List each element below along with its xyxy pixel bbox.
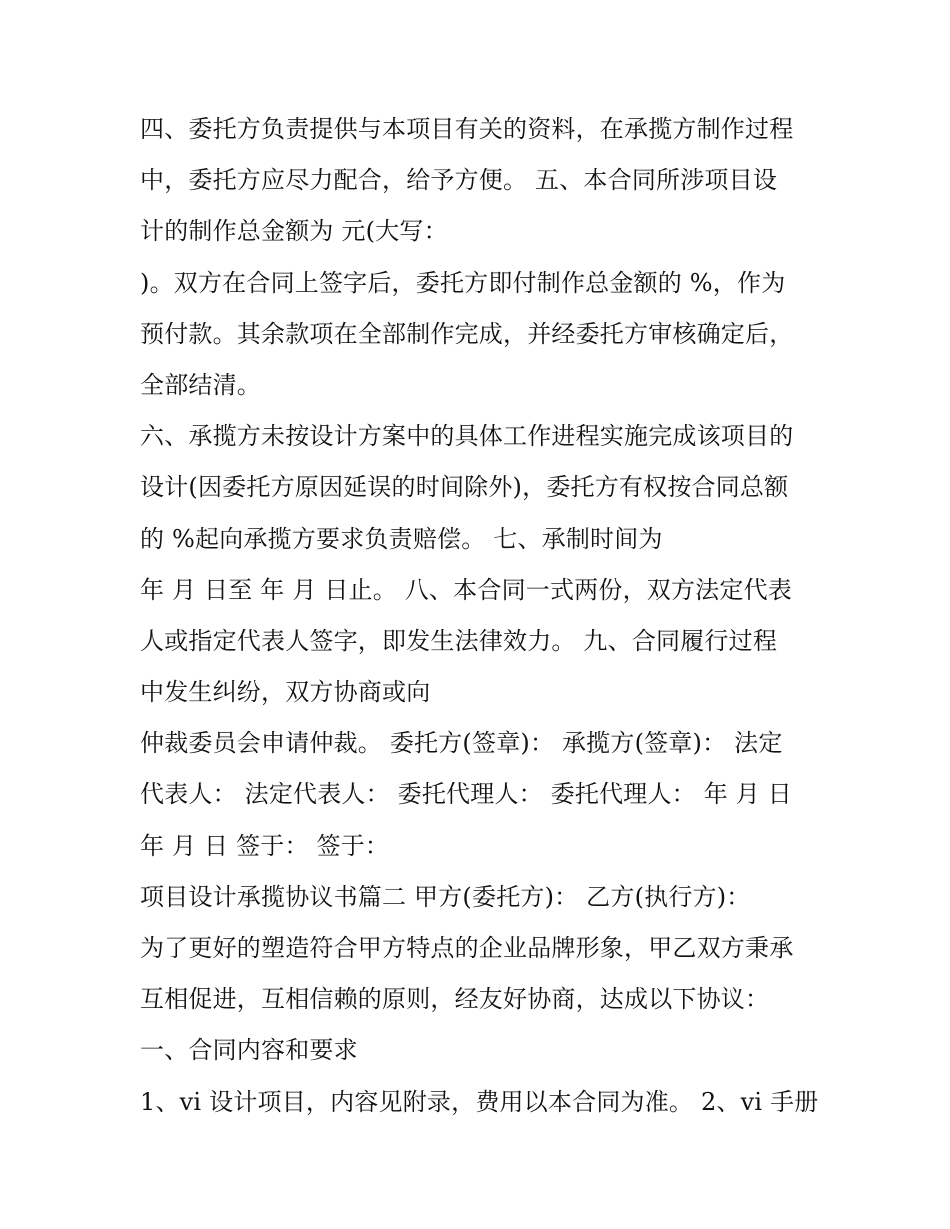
text-line: 1、vi 设计项目，内容见附录，费用以本合同为准。 2、vi 手册 — [140, 1087, 819, 1116]
text-line: 设计(因委托方原因延误的时间除外)，委托方有权按合同总额 — [140, 473, 789, 502]
text-line: 年 月 日至 年 月 日止。 八、本合同一式两份，双方法定代表 — [140, 575, 792, 604]
text-line: 的 %起向承揽方要求负责赔偿。 七、承制时间为 — [140, 524, 663, 553]
document-body — [140, 104, 840, 1128]
text-line: 计的制作总金额为 元(大写： — [140, 217, 448, 246]
text-line: 项目设计承揽协议书篇二 甲方(委托方)： 乙方(执行方)： — [140, 882, 751, 911]
text-line: 中发生纠纷，双方协商或向 — [140, 678, 431, 707]
text-line: 仲裁委员会申请仲裁。 委托方(签章)： 承揽方(签章)： 法定 — [140, 729, 783, 758]
text-line: 四、委托方负责提供与本项目有关的资料，在承揽方制作过程 — [140, 115, 794, 143]
text-line: 预付款。其余款项在全部制作完成，并经委托方审核确定后， — [140, 319, 794, 348]
text-line: 互相促进，互相信赖的原则，经友好协商，达成以下协议： — [140, 985, 770, 1014]
text-line: 一、合同内容和要求 — [140, 1036, 358, 1065]
text-line: 六、承揽方未按设计方案中的具体工作进程实施完成该项目的 — [140, 422, 794, 451]
text-line: 年 月 日 签于： 签于： — [140, 831, 390, 860]
text-line: 为了更好的塑造符合甲方特点的企业品牌形象，甲乙双方秉承 — [140, 934, 794, 962]
text-line: )。双方在合同上签字后，委托方即付制作总金额的 %，作为 — [140, 268, 786, 297]
text-line: 代表人： 法定代表人： 委托代理人： 委托代理人： 年 月 日 — [140, 780, 792, 809]
text-line: 人或指定代表人签字，即发生法律效力。 九、合同履行过程 — [140, 626, 778, 655]
text-line: 中，委托方应尽力配合，给予方便。 五、本合同所涉项目设 — [140, 166, 778, 195]
text-line: 全部结清。 — [140, 370, 261, 399]
